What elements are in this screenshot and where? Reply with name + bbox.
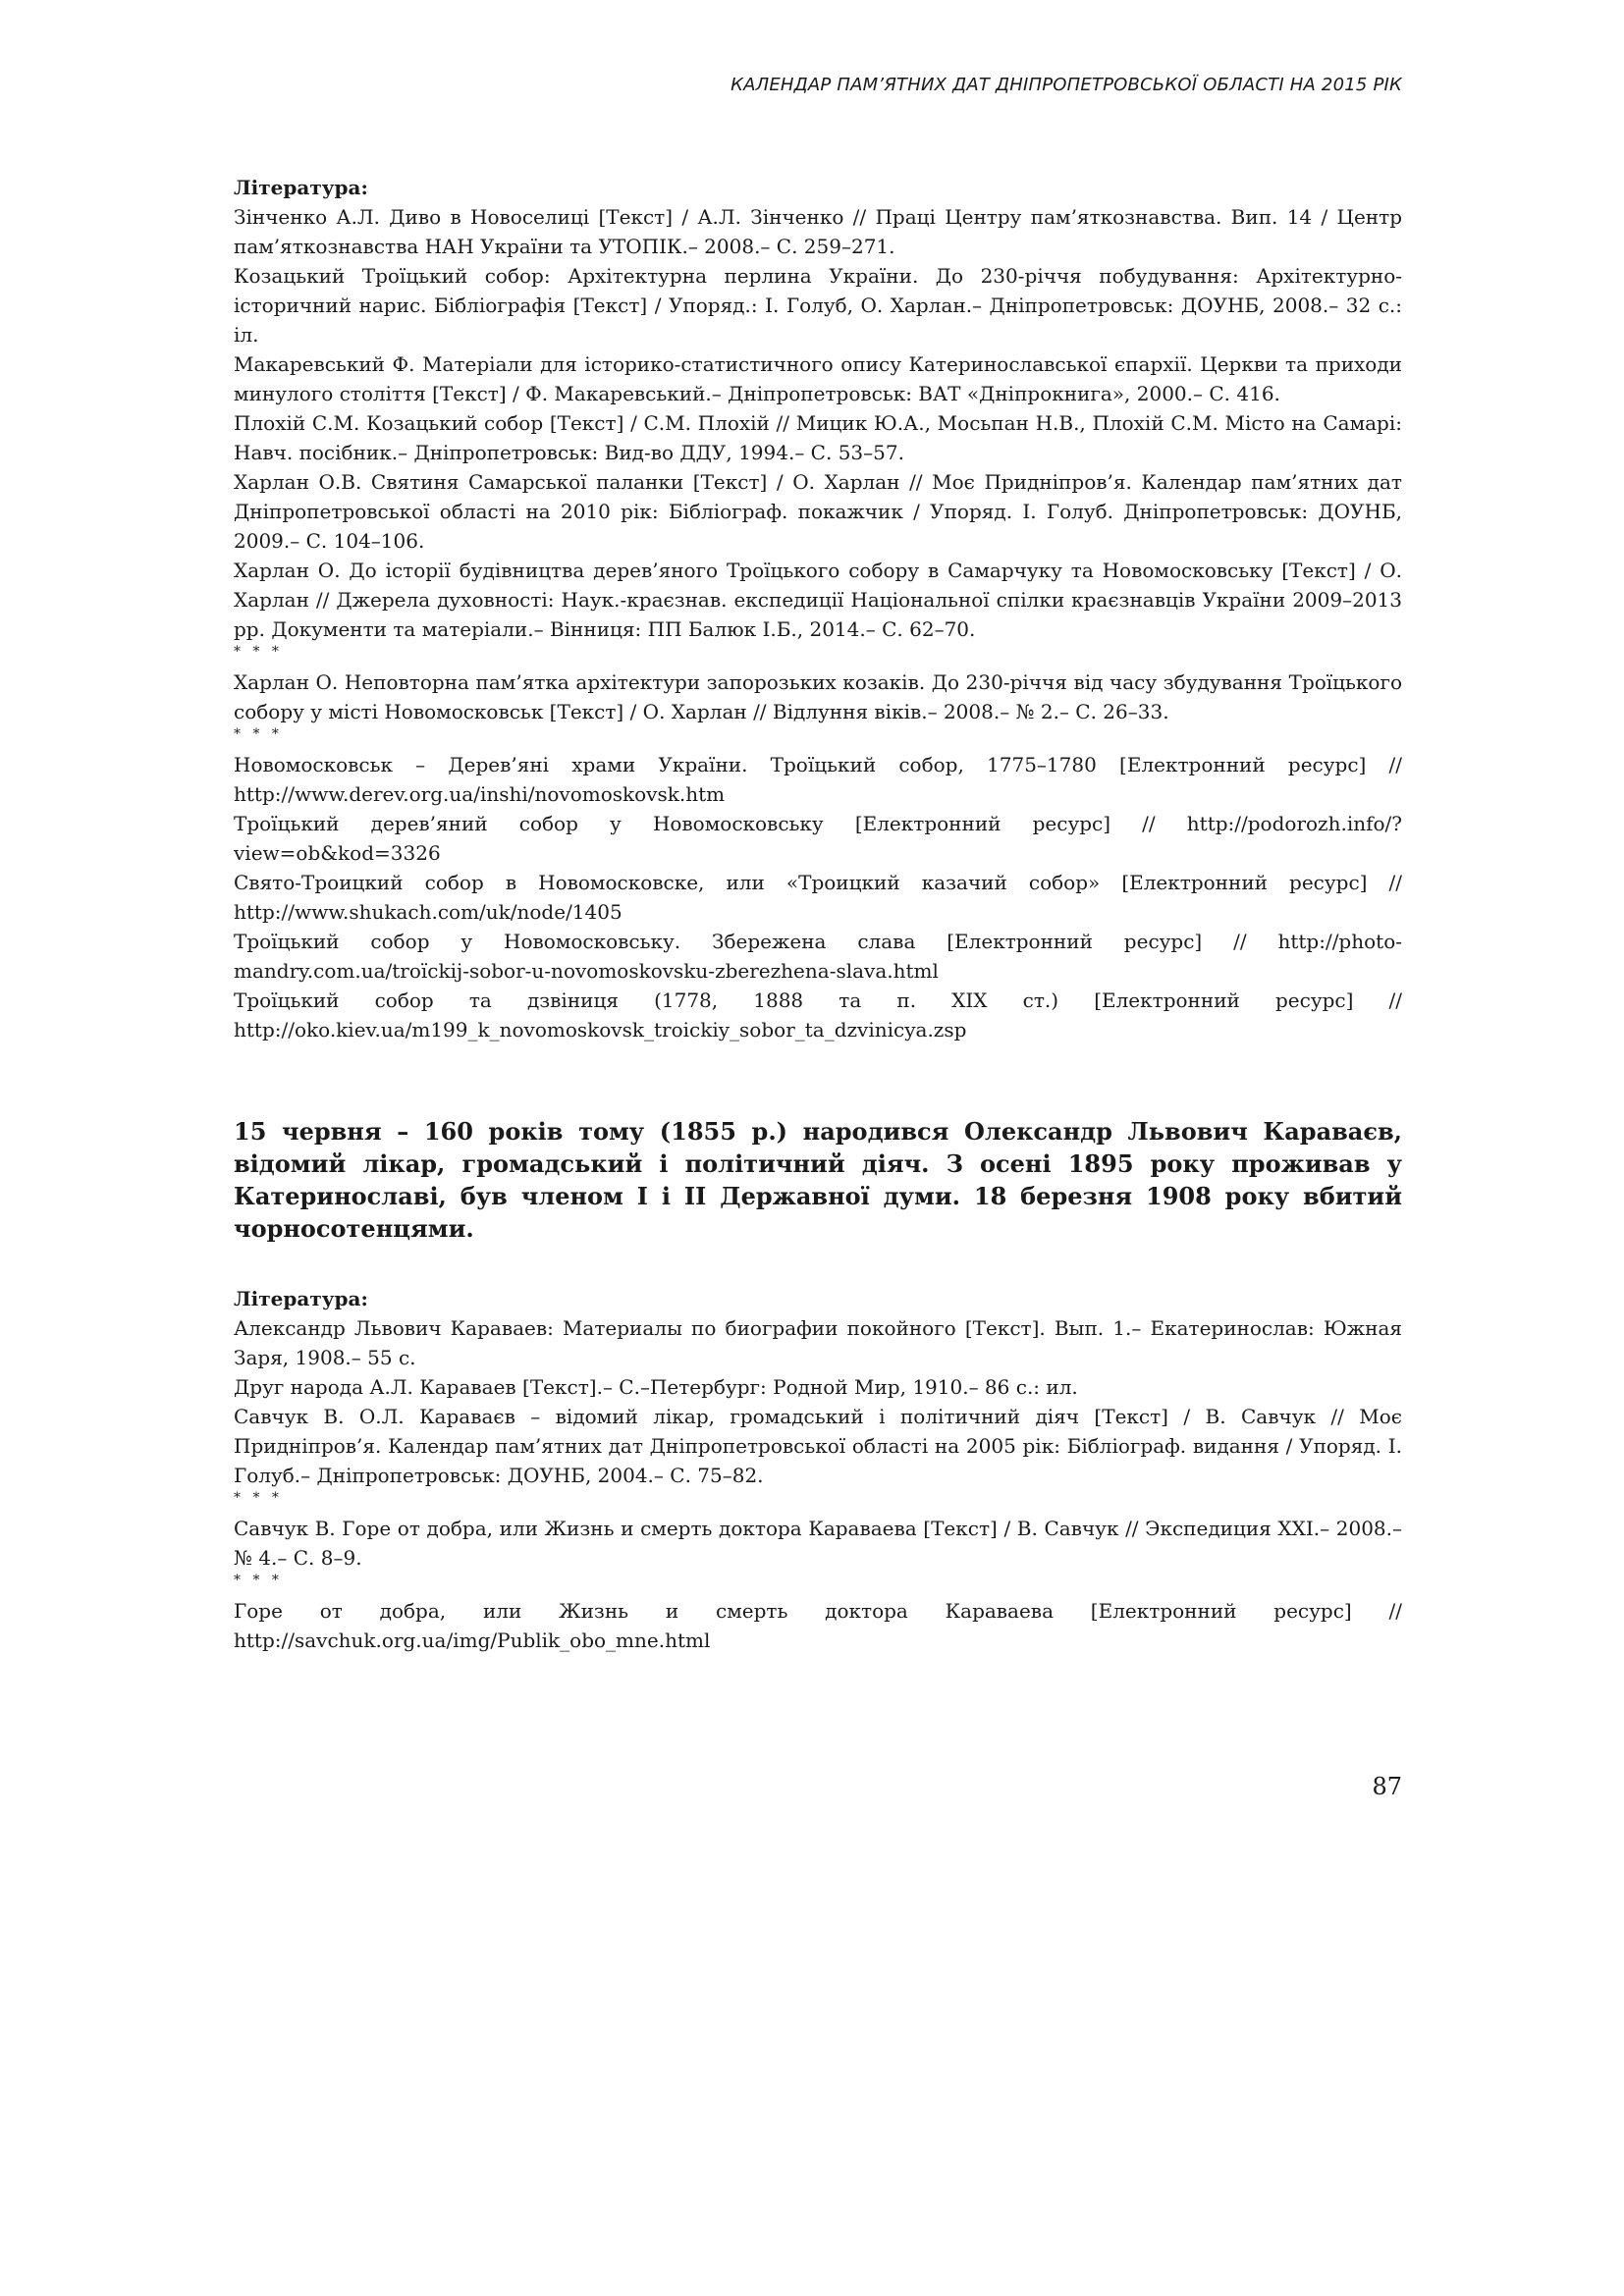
heading-spacer	[234, 1245, 1402, 1284]
bibliography-entry: Плохій С.М. Козацький собор [Текст] / С.М. Плохій // Мицик Ю.А., Мосьпан Н.В., Плохій С.М. Місто на Самарі: Навч. посібник.– Дніпропетровськ: Вид-во ДДУ, 1994.– С. 53–57.	[234, 411, 1402, 464]
literature-heading: Література:	[234, 1287, 368, 1310]
web-resource-entry: Свято-Троицкий собор в Новомосковске, или «Троицкий казачий собор» [Електронний ресурс] // http://www.shukach.com/uk/node/1405	[234, 871, 1402, 924]
web-resource-entry: Новомосковськ – Дерев’яні храми України. Троїцький собор, 1775–1780 [Електронний ресурс] // http://www.derev.org.ua/inshi/novomoskovsk.htm	[234, 753, 1402, 806]
bibliography-entry: Макаревський Ф. Матеріали для історико-статистичного опису Катеринославської єпархії. Церкви та приходи минулого століття [Текст] / Ф. Макаревський.– Дніпропетровськ: ВАТ «Дніпрокнига», 2000.– С. 416.	[234, 352, 1402, 405]
separator-stars: * * *	[234, 726, 283, 742]
page-content	[234, 173, 1402, 1655]
section-karavaev	[234, 1115, 1402, 1655]
bibliography-entry: Савчук В. О.Л. Караваєв – відомий лікар, громадський і політичний діяч [Текст] / В. Савчук // Моє Придніпров’я. Календар пам’ятних дат Дніпропетровської області на 2005 рік: Бібліограф. видання / Упоряд. І. Голуб.– Дніпропетровськ: ДОУНБ, 2004.– С. 75–82.	[234, 1405, 1402, 1487]
separator-stars: * * *	[234, 1573, 283, 1588]
bibliography-entry: Друг народа А.Л. Караваев [Текст].– С.–Петербург: Родной Мир, 1910.– 86 с.: ил.	[234, 1375, 1078, 1399]
web-resource-entry: Горе от добра, или Жизнь и смерть доктора Караваева [Електронний ресурс] // http://savchuk.org.ua/img/Publik_obo_mne.html	[234, 1599, 1402, 1652]
literature-heading: Література:	[234, 176, 368, 199]
bibliography-entry: Александр Львович Караваев: Материалы по биографии покойного [Текст]. Вып. 1.– Екатеринослав: Южная Заря, 1908.– 55 с.	[234, 1316, 1402, 1369]
bibliography-entry: Савчук В. Горе от добра, или Жизнь и смерть доктора Караваева [Текст] / В. Савчук // Экспедиция XXI.– 2008.– № 4.– С. 8–9.	[234, 1517, 1402, 1570]
separator-stars: * * *	[234, 1490, 283, 1506]
bibliography-entry: Харлан О.В. Святиня Самарської паланки [Текст] / О. Харлан // Моє Придніпров’я. Календар пам’ятних дат Дніпропетровської області на 2010 рік: Бібліограф. покажчик / Упоряд. І. Голуб. Дніпропетровськ: ДОУНБ, 2009.– С. 104–106.	[234, 470, 1402, 553]
section-troitsky-literature	[234, 173, 1402, 1044]
page-number: 87	[1372, 1773, 1402, 1800]
bibliography-entry: Козацький Троїцький собор: Архітектурна перлина України. До 230-річчя побудування: Архітектурно-історичний нарис. Бібліографія [Текст] / Упоряд.: І. Голуб, О. Харлан.– Дніпропетровськ: ДОУНБ, 2008.– 32 с.: іл.	[234, 264, 1402, 347]
event-heading: 15 червня – 160 років тому (1855 р.) народився Олександр Львович Караваєв, відомий лікар, громадський і політичний діяч. З осені 1895 року проживав у Катеринославі, був членом І і ІІ Державної думи. 18 березня 1908 року вбитий чорносотенцями.	[234, 1117, 1402, 1243]
web-resource-entry: Троїцький дерев’яний собор у Новомосковську [Електронний ресурс] // http://podorozh.info/?view=ob&kod=3326	[234, 812, 1402, 865]
bibliography-entry: Харлан О. Неповторна пам’ятка архітектури запорозьких козаків. До 230-річчя від часу збудування Троїцького собору у місті Новомосковськ [Текст] / О. Харлан // Відлуння віків.– 2008.– № 2.– С. 26–33.	[234, 670, 1402, 723]
bibliography-entry: Зінченко А.Л. Диво в Новоселиці [Текст] / А.Л. Зінченко // Праці Центру пам’яткознавства. Вип. 14 / Центр пам’яткознавства НАН України та УТОПІК.– 2008.– С. 259–271.	[234, 205, 1402, 258]
bibliography-entry: Харлан О. До історії будівництва дерев’яного Троїцького собору в Самарчуку та Новомосковську [Текст] / О. Харлан // Джерела духовності: Наук.-краєзнав. експедиції Національної спілки краєзнавців України 2009–2013 рр. Документи та матеріали.– Вінниця: ПП Балюк І.Б., 2014.– С. 62–70.	[234, 559, 1402, 641]
web-resource-entry: Троїцький собор у Новомосковську. Збережена слава [Електронний ресурс] // http://photo-mandry.com.ua/troїckij-sobor-u-novomoskovsku-zberezhena-slava.html	[234, 930, 1402, 983]
web-resource-entry: Троїцький собор та дзвіниця (1778, 1888 та п. XIX ст.) [Електронний ресурс] // http://oko.kiev.ua/m199_k_novomoskovsk_troickiy_sobor_ta_dzvinicya.zsp	[234, 988, 1402, 1041]
running-header: КАЛЕНДАР ПАМ’ЯТНИХ ДАТ ДНІПРОПЕТРОВСЬКОЇ ОБЛАСТІ НА 2015 РІК	[731, 75, 1402, 95]
separator-stars: * * *	[234, 644, 283, 660]
section-spacer	[234, 1044, 1402, 1115]
